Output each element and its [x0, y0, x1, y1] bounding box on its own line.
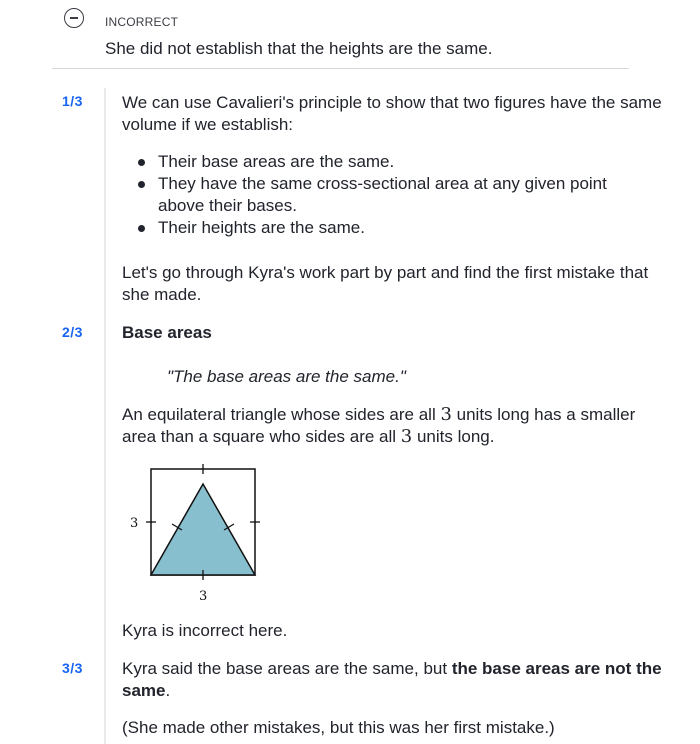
- step-2-explanation: [122, 404, 662, 448]
- step-3-emphasis: the base areas are not the same: [122, 659, 662, 700]
- step-2-conclusion: Kyra is incorrect here.: [122, 621, 288, 640]
- step-3-note: (She made other mistakes, but this was her first mistake.): [122, 718, 555, 737]
- list-item: Their heights are the same.: [122, 217, 642, 239]
- step-3-text: [122, 658, 662, 702]
- step-3-text-end: .: [165, 681, 171, 700]
- step-1-outro: Let's go through Kyra's work part by part and find the first mistake that she made.: [122, 263, 649, 304]
- list-item: Their base areas are the same.: [122, 151, 642, 173]
- criteria-list: [122, 151, 642, 239]
- step-number-2: 2/3: [62, 324, 83, 340]
- explanation-text: units long.: [412, 427, 495, 446]
- steps-rule: [104, 88, 106, 744]
- step-1-intro: We can use Cavalieri's principle to show that two figures have the same volume if we establish:: [122, 93, 662, 134]
- side-value: 3: [400, 426, 413, 447]
- step-2-quote: "The base areas are the same.": [167, 367, 406, 386]
- divider: [52, 68, 629, 69]
- left-label: 3: [130, 516, 139, 531]
- equilateral-triangle: [151, 484, 255, 575]
- minus-circle-icon: [64, 8, 84, 28]
- step-number-1: 1/3: [62, 93, 83, 109]
- feedback-message: She did not establish that the heights are the same.: [105, 39, 493, 58]
- explanation-text: units long has a smaller area than a square who sides are all: [122, 405, 636, 446]
- step-2-heading: Base areas: [122, 323, 212, 342]
- explanation-text: An equilateral triangle whose sides are all: [122, 405, 441, 424]
- triangle-in-square-figure: [112, 455, 282, 615]
- list-item: They have the same cross-sectional area at any given point above their bases.: [122, 173, 642, 217]
- bottom-label: 3: [199, 589, 208, 604]
- side-value: 3: [440, 404, 452, 425]
- step-number-3: 3/3: [62, 660, 83, 676]
- step-3-text-start: Kyra said the base areas are the same, but: [122, 659, 452, 678]
- status-label: INCORRECT: [105, 15, 179, 29]
